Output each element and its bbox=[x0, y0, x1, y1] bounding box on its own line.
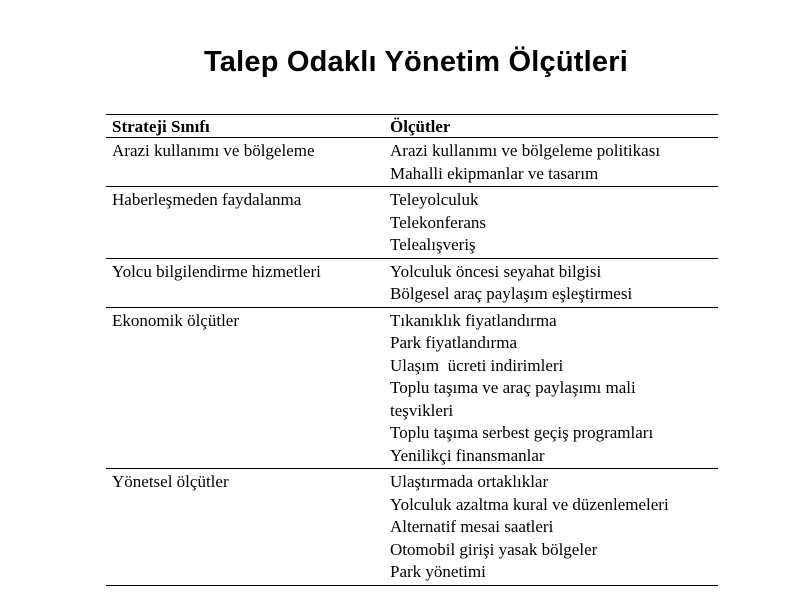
criteria-cell bbox=[384, 307, 718, 469]
table-row bbox=[106, 469, 718, 586]
strategy-label: Haberleşmeden faydalanma bbox=[112, 190, 302, 209]
strategy-cell bbox=[106, 138, 384, 187]
criteria-item: Yenilikçi finansmanlar bbox=[390, 445, 545, 465]
header-criteria: Ölçütler bbox=[384, 115, 718, 138]
header-strategy-class: Strateji Sınıfı bbox=[106, 115, 384, 138]
criteria-item: Ulaşım ücreti indirimleri bbox=[390, 355, 564, 375]
strategy-cell bbox=[106, 258, 384, 307]
table-row bbox=[106, 258, 718, 307]
criteria-item: Park yönetimi bbox=[390, 562, 486, 581]
slide-title: Talep Odaklı Yönetim Ölçütleri bbox=[204, 46, 628, 78]
criteria-item: Telealışveriş bbox=[390, 235, 476, 254]
criteria-item: Alternatif mesai saatleri bbox=[390, 517, 554, 536]
table-header-row bbox=[106, 115, 718, 138]
strategy-label: Yolcu bilgilendirme hizmetleri bbox=[112, 261, 321, 281]
strategy-cell bbox=[106, 187, 384, 259]
strategy-label: Yönetsel ölçütler bbox=[112, 472, 229, 491]
criteria-item: Yolculuk öncesi seyahat bilgisi bbox=[390, 261, 602, 281]
criteria-item: Bölgesel araç paylaşım eşleştirmesi bbox=[390, 284, 633, 303]
criteria-item: Teleyolculuk bbox=[390, 190, 479, 209]
criteria-cell bbox=[384, 469, 718, 586]
criteria-item: teşvikleri bbox=[390, 400, 454, 420]
table-row bbox=[106, 138, 718, 187]
strategy-label: Ekonomik ölçütler bbox=[112, 310, 240, 330]
criteria-cell bbox=[384, 258, 718, 307]
criteria-item: Telekonferans bbox=[390, 212, 487, 232]
criteria-item: Arazi kullanımı ve bölgeleme politikası bbox=[390, 141, 661, 160]
criteria-cell bbox=[384, 187, 718, 259]
table-row bbox=[106, 187, 718, 259]
table-row bbox=[106, 307, 718, 469]
criteria-item: Ulaştırmada ortaklıklar bbox=[390, 472, 549, 491]
criteria-item: Park fiyatlandırma bbox=[390, 333, 517, 352]
criteria-item: Mahalli ekipmanlar ve tasarım bbox=[390, 163, 599, 183]
criteria-item: Yolculuk azaltma kural ve düzenlemeleri bbox=[390, 494, 669, 514]
strategy-cell bbox=[106, 469, 384, 586]
strategy-label: Arazi kullanımı ve bölgeleme bbox=[112, 141, 315, 160]
criteria-item: Toplu taşıma ve araç paylaşımı mali bbox=[390, 378, 636, 397]
criteria-item: Otomobil girişi yasak bölgeler bbox=[390, 539, 598, 559]
criteria-cell bbox=[384, 138, 718, 187]
strategy-cell bbox=[106, 307, 384, 469]
criteria-item: Tıkanıklık fiyatlandırma bbox=[390, 310, 557, 330]
criteria-table bbox=[106, 114, 718, 586]
criteria-item: Toplu taşıma serbest geçiş programları bbox=[390, 423, 654, 442]
